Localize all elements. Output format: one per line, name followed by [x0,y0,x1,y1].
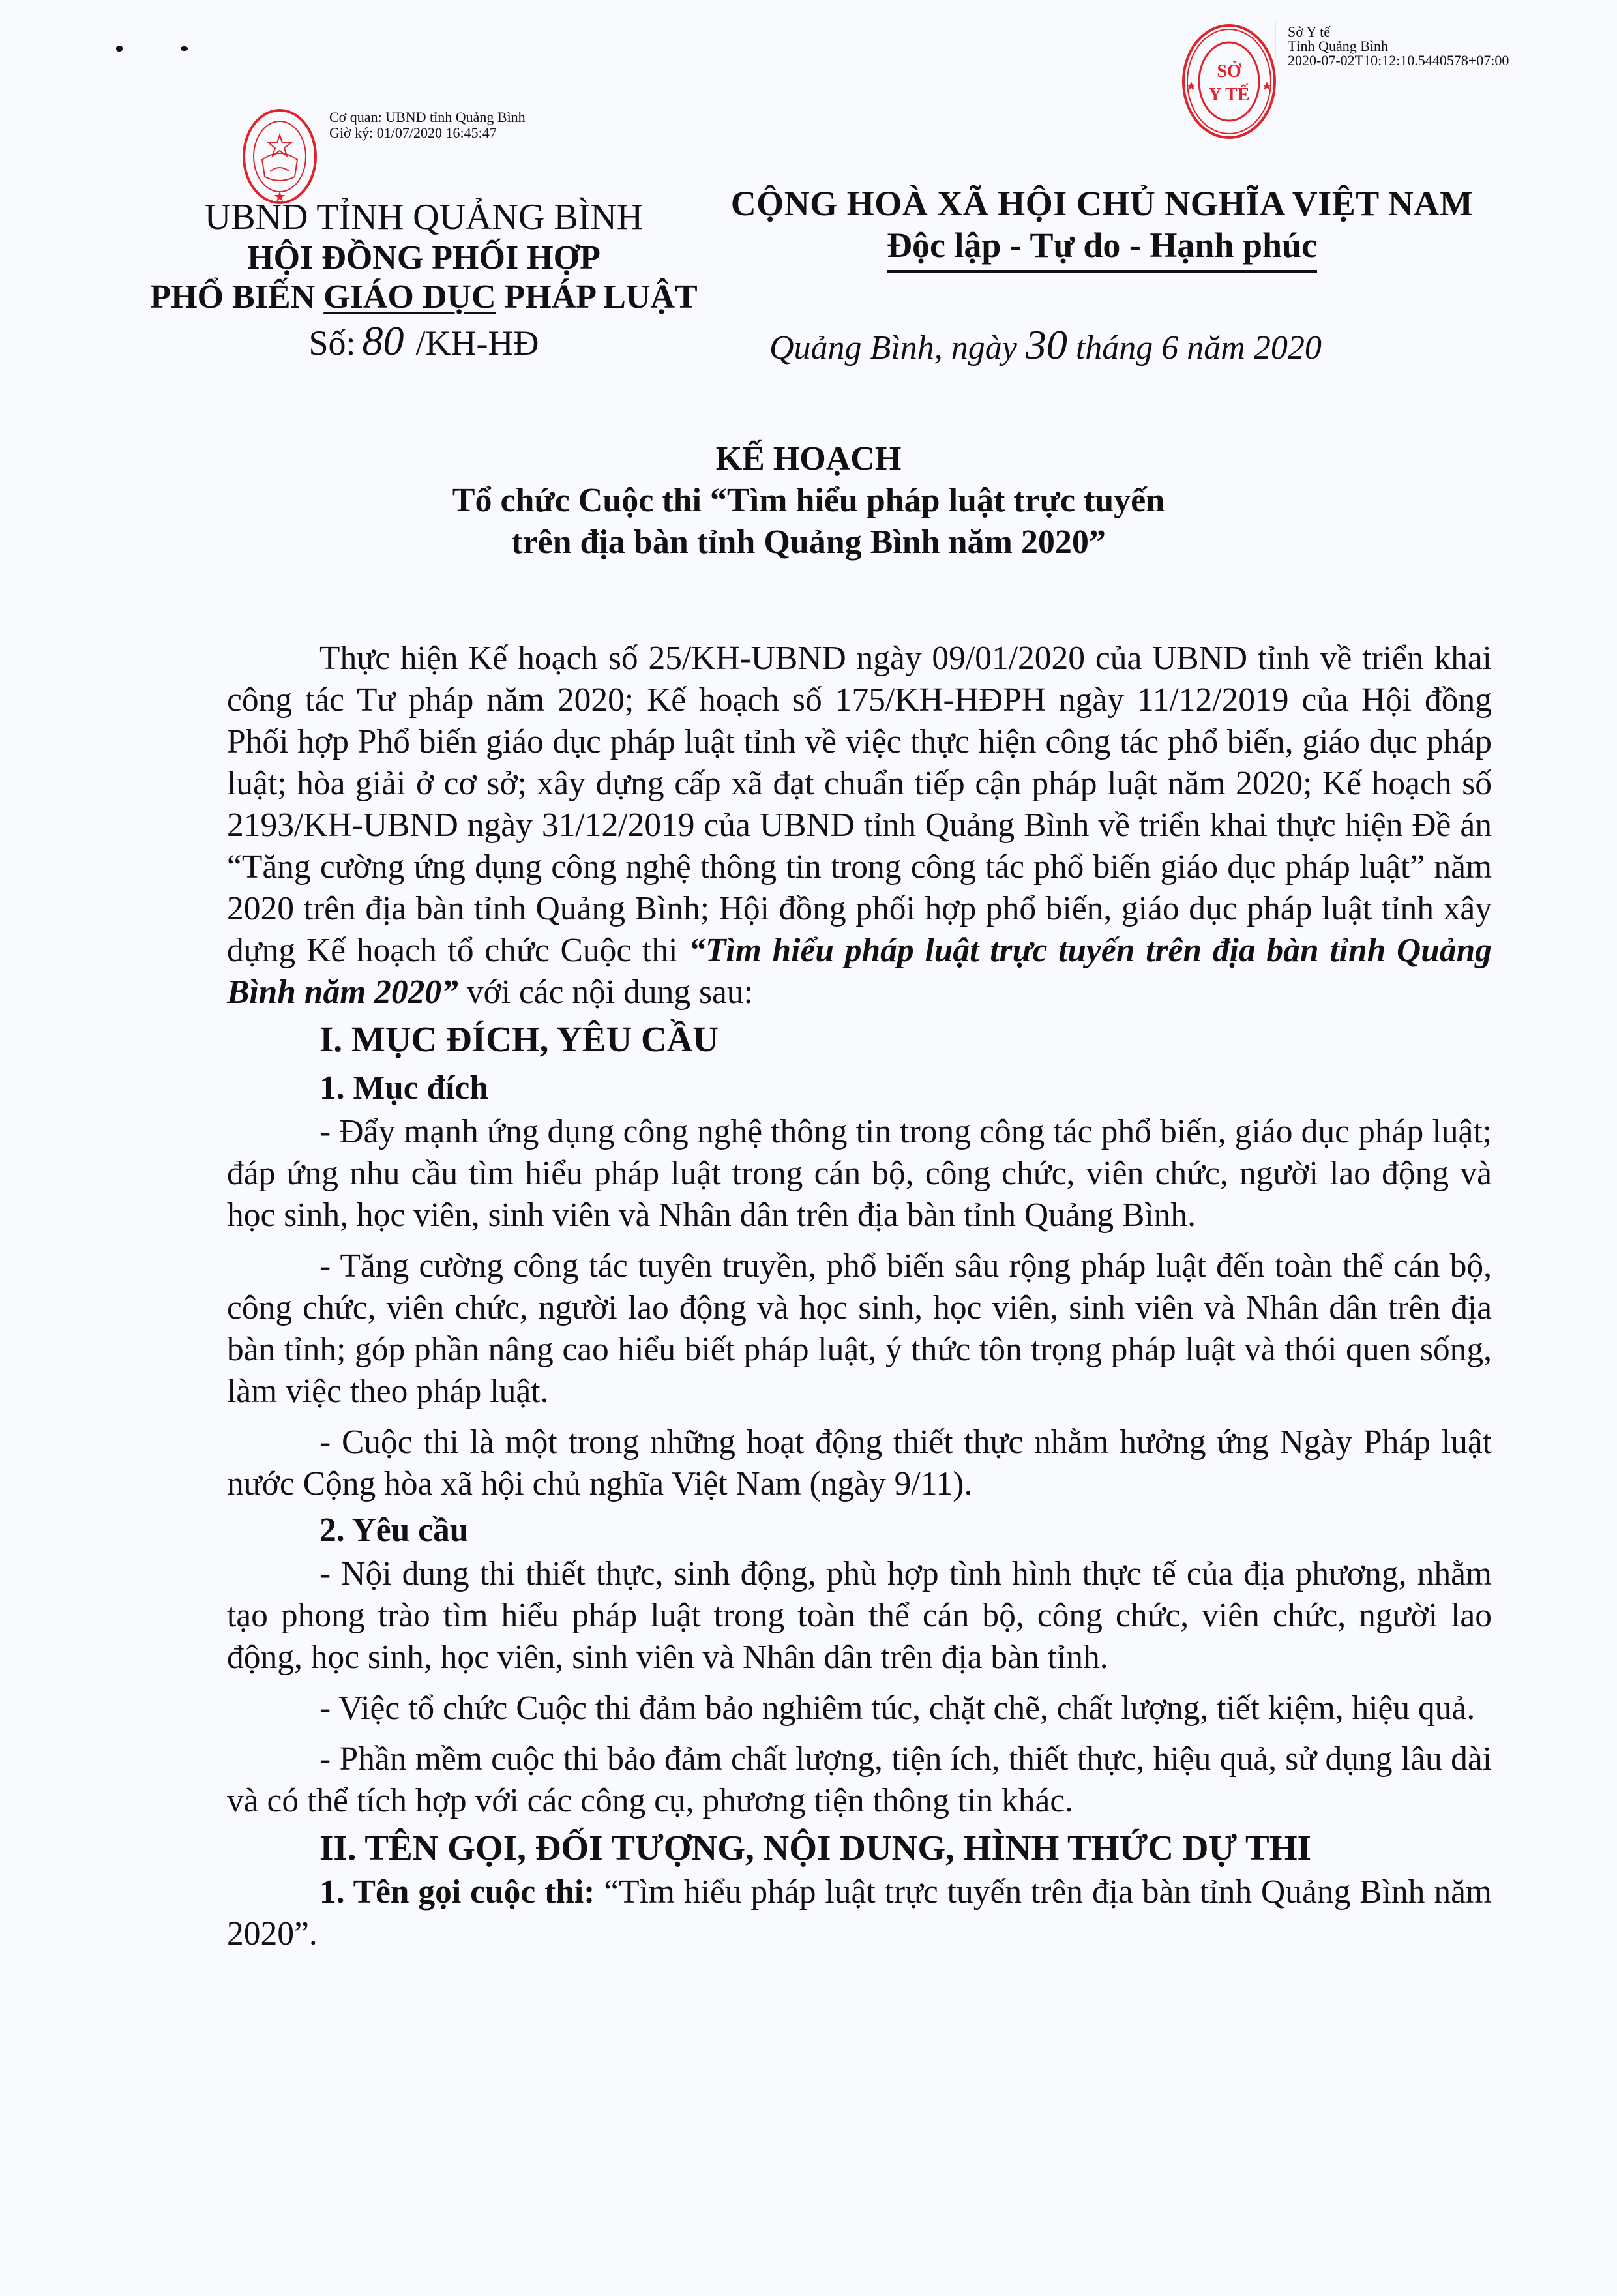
purpose-item: - Cuộc thi là một trong những hoạt động thiết thực nhằm hưởng ứng Ngày Pháp luật nước Cộng hòa xã hội chủ nghĩa Việt Nam (ngày 9/11). [227,1424,1492,1502]
agency-parent: UBND TỈNH QUẢNG BÌNH [204,197,644,237]
signature-timestamp: 2020-07-02T10:12:10.5440578+07:00 [1288,52,1509,68]
document-title [196,438,1421,563]
section-1-1-heading: 1. Mục đích [319,1069,488,1107]
purpose-item: - Tăng cường công tác tuyên truyền, phổ biến sâu rộng pháp luật đến toàn thể cán bộ, công chức, viên chức, người lao động và học sinh, học viên, sinh viên và Nhân dân trên địa bàn tỉnh; góp phần nâng cao hiểu biết pháp luật, ý thức tôn trọng pháp luật và thói quen sống, làm việc theo pháp luật. [227,1247,1492,1410]
nation-title: CỘNG HOÀ XÃ HỘI CHỦ NGHĨA VIỆT NAM [730,184,1474,223]
signature-agency: Cơ quan: UBND tỉnh Quảng Bình [329,109,526,125]
svg-text:SỞ: SỞ [1217,61,1241,82]
title-main: KẾ HOẠCH [715,440,902,477]
issuing-agency-block [130,196,717,365]
signature-org: Sở Y tế [1288,23,1331,40]
scan-speck [116,46,123,52]
document-date: Quảng Bình, ngày 30 tháng 6 năm 2020 [769,321,1322,368]
national-motto: Độc lập - Tự do - Hạnh phúc [887,224,1317,273]
agency-name-line2: PHỔ BIẾN GIÁO DỤC PHÁP LUẬT [150,278,698,316]
title-sub-2: trên địa bàn tỉnh Quảng Bình năm 2020” [511,524,1106,561]
ubnd-seal-icon [241,108,318,205]
section-1-heading: I. MỤC ĐÍCH, YÊU CẦU [319,1019,719,1059]
handwritten-day: 30 [1025,321,1067,368]
section-1-2-heading: 2. Yêu cầu [319,1512,469,1549]
handwritten-number: 80 [362,318,404,364]
national-header [691,183,1513,273]
requirement-item: - Phần mềm cuộc thi bảo đảm chất lượng, tiện ích, thiết thực, hiệu quả, sử dụng lâu dài và có thể tích hợp với các công cụ, phương tiện thông tin khác. [227,1740,1492,1819]
requirement-item: - Việc tổ chức Cuộc thi đảm bảo nghiêm túc, chặt chẽ, chất lượng, tiết kiệm, hiệu quả. [319,1690,1476,1727]
signature-right-info [1288,25,1509,68]
so-y-te-seal-icon [1180,20,1278,143]
purpose-item: - Đẩy mạnh ứng dụng công nghệ thông tin trong công tác phổ biến, giáo dục pháp luật; đáp ứng nhu cầu tìm hiểu pháp luật trong cán bộ, công chức, viên chức, người lao động và học sinh, học viên, sinh viên và Nhân dân trên địa bàn tỉnh Quảng Bình. [227,1113,1492,1234]
signature-province: Tỉnh Quảng Bình [1288,38,1388,54]
svg-text:Y TẾ: Y TẾ [1208,85,1250,105]
document-body [227,638,1492,1955]
document-number: Số: 80 /KH-HĐ [308,318,539,364]
signature-divider [1275,21,1276,59]
scan-speck [181,46,188,51]
intro-paragraph: Thực hiện Kế hoạch số 25/KH-UBND ngày 09/01/2020 của UBND tỉnh về triển khai công tác Tư pháp năm 2020; Kế hoạch số 175/KH-HĐPH ngày 11/12/2019 của Hội đồng Phối hợp Phổ biến giáo dục pháp luật tỉnh về việc thực hiện công tác phổ biến, giáo dục pháp luật; hòa giải ở cơ sở; xây dựng cấp xã đạt chuẩn tiếp cận pháp luật năm 2020; Kế hoạch số 2193/KH-UBND ngày 31/12/2019 của UBND tỉnh Quảng Bình về triển khai thực hiện Đề án “Tăng cường ứng dụng công nghệ thông tin trong công tác phổ biến giáo dục pháp luật” năm 2020 trên địa bàn tỉnh Quảng Bình; Hội đồng phối hợp phổ biến, giáo dục pháp luật tỉnh xây dựng Kế hoạch tổ chức Cuộc thi “Tìm hiểu pháp luật trực tuyến trên địa bàn tỉnh Quảng Bình năm 2020” với các nội dung sau: [227,640,1492,1011]
section-2-heading: II. TÊN GỌI, ĐỐI TƯỢNG, NỘI DUNG, HÌNH THỨC DỰ THI [319,1828,1311,1868]
requirement-item: - Nội dung thi thiết thực, sinh động, phù hợp tình hình thực tế của địa phương, nhằm tạo phong trào tìm hiểu pháp luật trong toàn thể cán bộ, công chức, viên chức, người lao động, học sinh, học viên, sinh viên và Nhân dân trên địa bàn tỉnh. [227,1555,1492,1676]
signature-left-info [329,110,526,141]
signature-time: Giờ ký: 01/07/2020 16:45:47 [329,125,497,141]
contest-name: 1. Tên gọi cuộc thi: “Tìm hiểu pháp luật trực tuyến trên địa bàn tỉnh Quảng Bình năm 2020”. [227,1873,1492,1952]
title-sub-1: Tổ chức Cuộc thi “Tìm hiểu pháp luật trực tuyến [452,482,1165,519]
agency-name-line1: HỘI ĐỒNG PHỐI HỢP [247,239,601,276]
